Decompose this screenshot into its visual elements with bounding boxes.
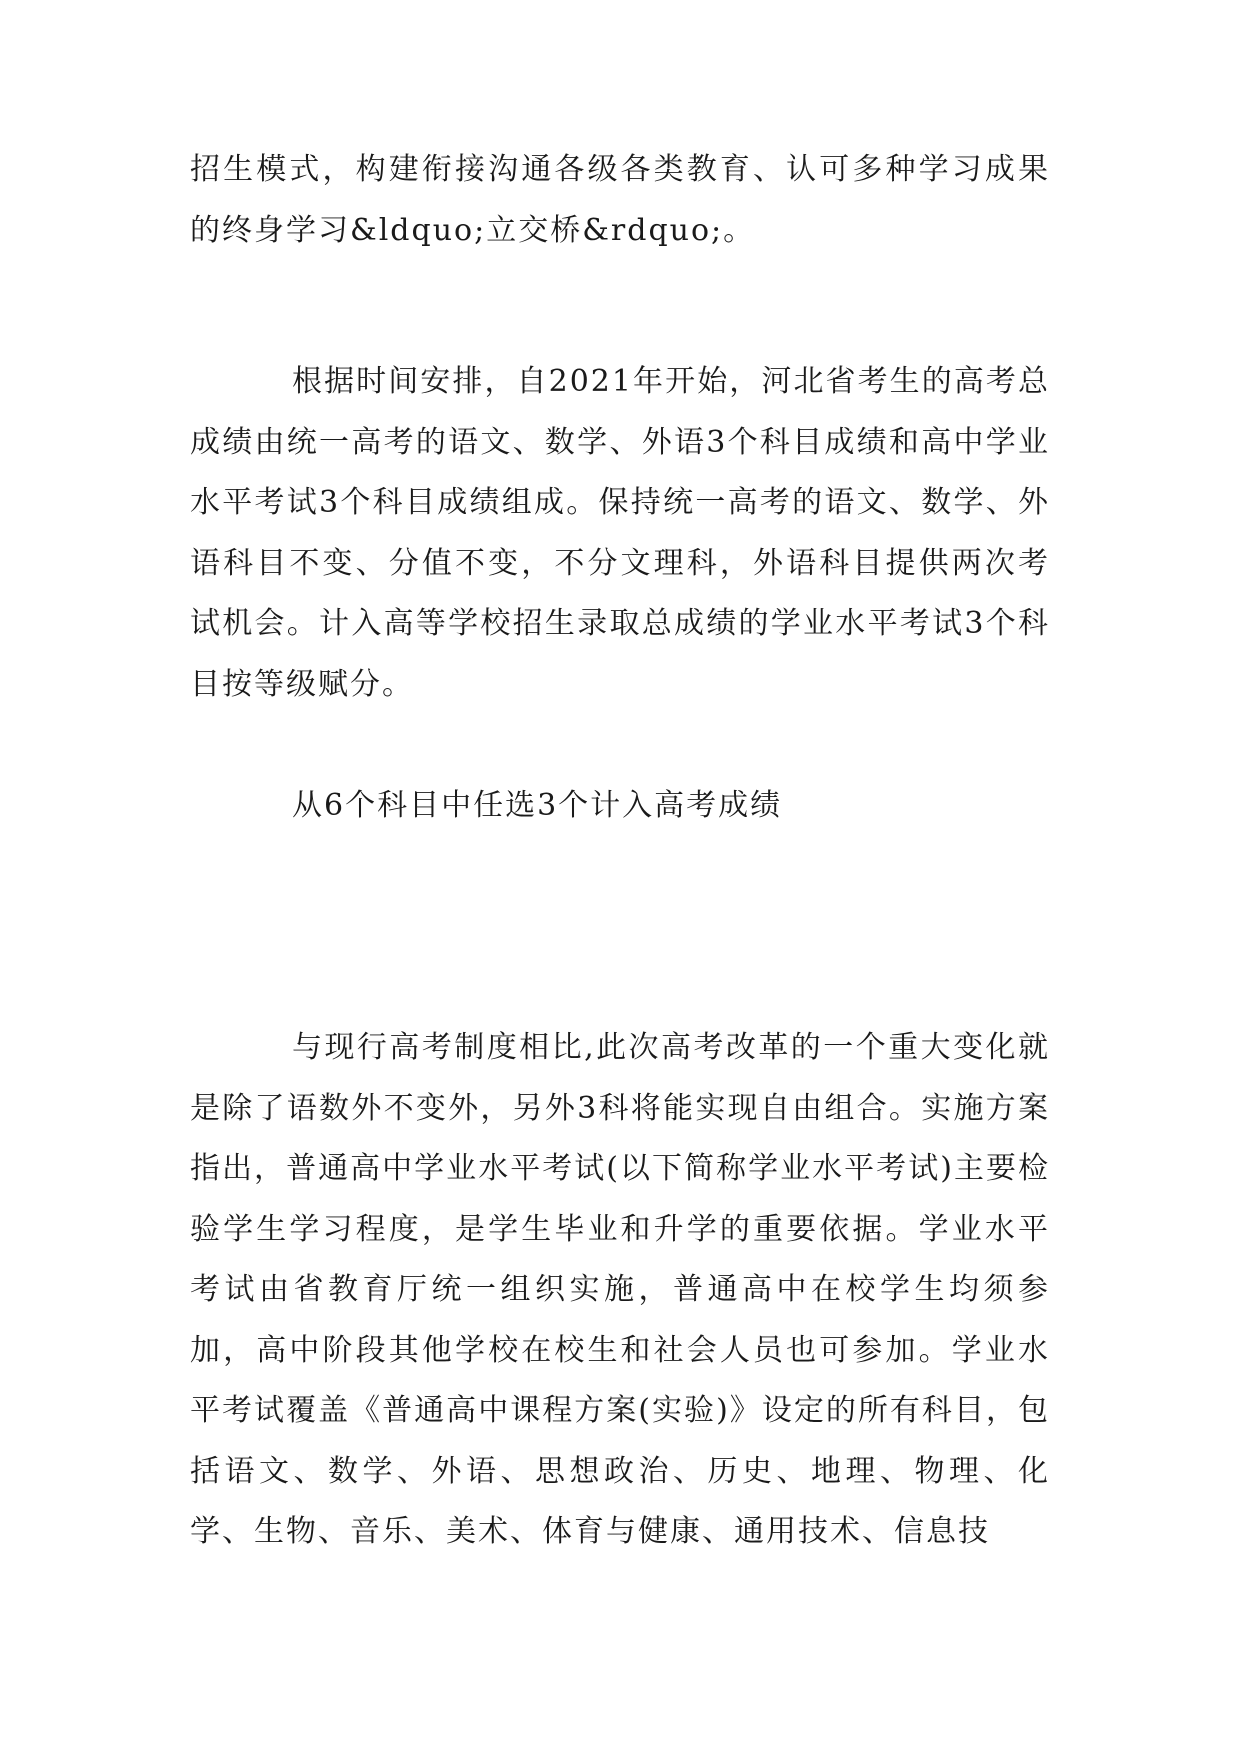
section-heading: 从6个科目中任选3个计入高考成绩 (292, 788, 783, 823)
paragraph-exam-composition: 根据时间安排，自2021年开始，河北省考生的高考总成绩由统一高考的语文、数学、外语3个科目成绩和高中学业水平考试3个科目成绩组成。保持统一高考的语文、数学、外语科目不变、分值不变，不分文理科，外语科目提供两次考试机会。计入高等学校招生录取总成绩的学业水平考试3个科目按等级赋分。 (190, 364, 1050, 702)
paragraph-subject-selection: 与现行高考制度相比,此次高考改革的一个重大变化就是除了语数外不变外，另外3科将能实现自由组合。实施方案指出，普通高中学业水平考试(以下简称学业水平考试)主要检验学生学习程度，是学生毕业和升学的重要依据。学业水平考试由省教育厅统一组织实施，普通高中在校学生均须参加，高中阶段其他学校在校生和社会人员也可参加。学业水平考试覆盖《普通高中课程方案(实验)》设定的所有科目，包括语文、数学、外语、思想政治、历史、地理、物理、化学、生物、音乐、美术、体育与健康、通用技术、信息技 (190, 1030, 1050, 1549)
paragraph-lifelong-learning: 招生模式，构建衔接沟通各级各类教育、认可多种学习成果的终身学习&ldquo;立交桥&rdquo;。 (190, 152, 1050, 248)
